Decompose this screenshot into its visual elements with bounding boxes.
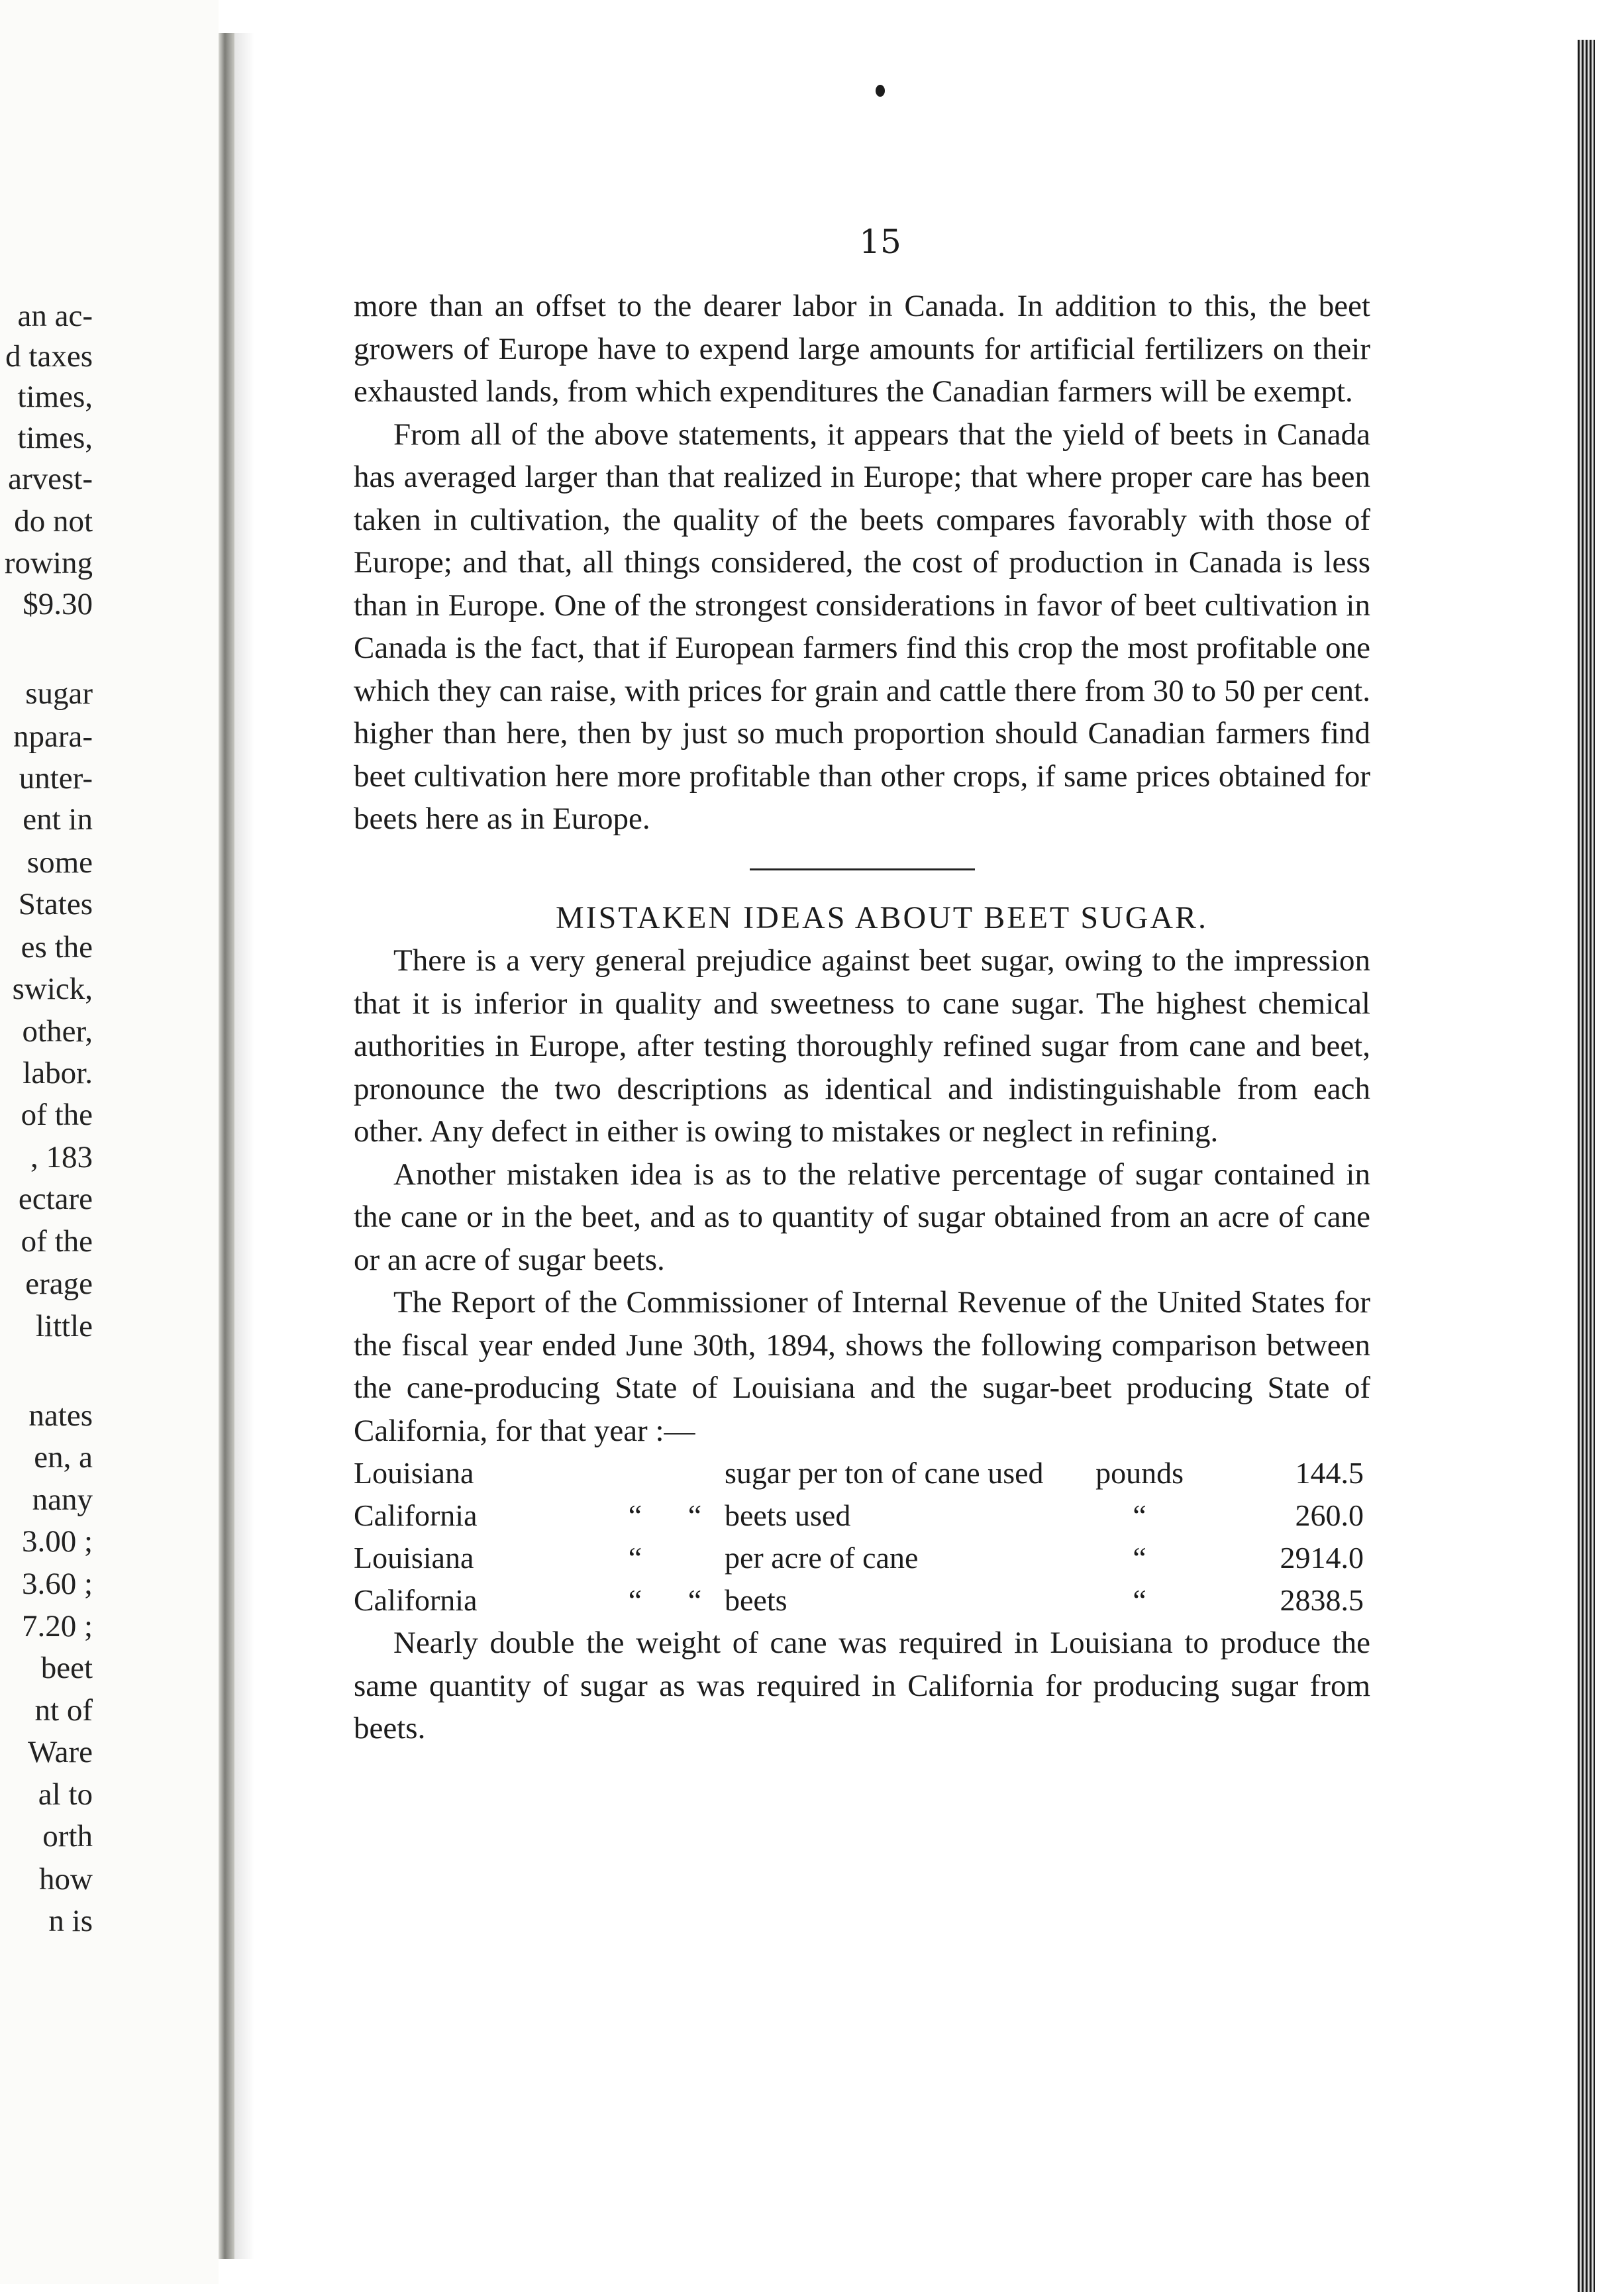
left-fragment: labor.	[23, 1056, 93, 1090]
left-fragment: rowing	[4, 546, 93, 580]
table-cell-unit: pounds	[1095, 1456, 1184, 1490]
page-content	[354, 285, 1370, 1750]
page-number: 15	[859, 223, 901, 261]
table-cell-ditto: “	[628, 1583, 642, 1617]
left-fragment: do not	[14, 504, 93, 539]
adjacent-page	[0, 0, 219, 2284]
table-cell-state: Louisiana	[354, 1456, 474, 1490]
left-fragment: times,	[17, 380, 93, 414]
table-cell-unit: “	[1133, 1541, 1146, 1575]
left-fragment: erage	[25, 1267, 93, 1301]
table-cell-measure: beets used	[725, 1498, 851, 1532]
table-row	[354, 1452, 1370, 1494]
table-cell-value: 144.5	[1295, 1456, 1364, 1490]
left-fragment: nt of	[34, 1693, 93, 1728]
left-fragment: 3.00 ;	[21, 1524, 93, 1559]
table-row	[354, 1537, 1370, 1579]
left-fragment: al to	[38, 1777, 93, 1812]
table-row	[354, 1494, 1370, 1537]
table-cell-ditto: “	[687, 1498, 702, 1532]
left-fragment: of the	[21, 1098, 93, 1132]
table-cell-ditto	[665, 1537, 725, 1579]
paragraph: There is a very general prejudice against beet sugar, owing to the impression that it is inferior in quality and sweetness to cane sugar. The highest chemical authorities in Europe, after testing thoroughly refined sugar from cane and beet, pronounce the two descriptions as identical and indistinguishable from each other. Any defect in either is owing to mistakes or neglect in refining.	[354, 943, 1370, 1149]
section-heading: MISTAKEN IDEAS ABOUT BEET SUGAR.	[555, 900, 1209, 935]
left-fragment: 3.60 ;	[21, 1567, 93, 1601]
section-divider	[750, 868, 975, 870]
paragraph: Another mistaken idea is as to the relative percentage of sugar contained in the cane or in the beet, and as to quantity of sugar obtained from an acre of cane or an acre of sugar beets.	[354, 1157, 1370, 1277]
left-fragment: npara-	[13, 719, 93, 754]
left-fragment: en, a	[34, 1440, 93, 1475]
sugar-comparison-table	[354, 1452, 1370, 1622]
left-fragment: nates	[28, 1398, 93, 1433]
paragraph: more than an offset to the dearer labor in Canada. In addition to this, the beet growers of Europe have to expend large amounts for artificial fertilizers on their exhausted lands, from which expenditures the Canadian farmers will be exempt.	[354, 289, 1370, 409]
table-cell-value: 2914.0	[1280, 1541, 1364, 1575]
table-cell-state: California	[354, 1583, 478, 1617]
left-fragment: some	[26, 845, 93, 880]
table-cell-state: Louisiana	[354, 1541, 474, 1575]
table-cell-unit: “	[1133, 1498, 1146, 1532]
left-fragment: arvest-	[8, 462, 93, 496]
table-cell-measure: beets	[725, 1583, 787, 1617]
table-cell-unit: “	[1133, 1583, 1146, 1617]
table-cell-value: 260.0	[1295, 1498, 1364, 1532]
left-fragment: ectare	[18, 1182, 93, 1216]
left-fragment: sugar	[25, 676, 93, 711]
table-cell-ditto: “	[628, 1498, 642, 1532]
left-fragment: n is	[48, 1904, 93, 1938]
paragraph: From all of the above statements, it appears that the yield of beets in Canada has averaged larger than that realized in Europe; that where proper care has been taken in cultivation, the quality of the beets compares favorably with those of Europe; and that, all things considered, the cost of production in Canada is less than in Europe. One of the strongest considerations in favor of beet cultivation in Canada is the fact, that if European farmers find this crop the most profitable one which they can raise, with prices for grain and cattle there from 30 to 50 per cent. higher than here, then by just so much proportion should Canadian farmers find beet cultivation here more profitable than other crops, if same prices obtained for beets here as in Europe.	[354, 417, 1370, 836]
left-fragment: how	[39, 1862, 93, 1897]
table-cell-state: California	[354, 1498, 478, 1532]
paragraph: Nearly double the weight of cane was required in Louisiana to produce the same quantity of sugar as was required in California for producing sugar from beets.	[354, 1626, 1370, 1745]
table-cell-ditto	[605, 1452, 665, 1494]
page	[254, 0, 1572, 2284]
left-fragment: d taxes	[5, 339, 93, 374]
left-fragment: , 183	[30, 1140, 93, 1174]
table-cell-ditto: “	[628, 1541, 642, 1575]
left-fragment: States	[18, 887, 93, 921]
ink-dot	[876, 85, 885, 97]
table-cell-measure: sugar per ton of cane used	[725, 1456, 1044, 1490]
book-binding	[219, 33, 234, 2259]
left-fragment: nany	[32, 1483, 93, 1517]
left-fragment: ent in	[23, 802, 93, 837]
left-fragment: times,	[17, 421, 93, 455]
left-fragment: little	[35, 1309, 93, 1343]
gutter-shadow	[234, 33, 254, 2259]
left-fragment: 7.20 ;	[21, 1609, 93, 1643]
table-row	[354, 1579, 1370, 1622]
left-fragment: es the	[21, 930, 93, 964]
table-cell-ditto: “	[687, 1583, 702, 1617]
paragraph: The Report of the Commissioner of Internal Revenue of the United States for the fiscal year ended June 30th, 1894, shows the following comparison between the cane-producing State of Louisiana and the sugar-beet producing State of California, for that year :—	[354, 1285, 1370, 1448]
left-fragment: $9.30	[23, 587, 93, 621]
left-fragment: swick,	[12, 972, 93, 1006]
left-fragment: other,	[22, 1014, 93, 1049]
left-fragment: an ac-	[17, 299, 93, 333]
page-edge-stack	[1578, 40, 1595, 2292]
table-cell-value: 2838.5	[1280, 1583, 1364, 1617]
left-fragment: beet	[40, 1651, 93, 1685]
table-cell-ditto	[665, 1452, 725, 1494]
left-fragment: orth	[42, 1819, 93, 1853]
left-fragment: Ware	[28, 1735, 93, 1769]
table-cell-measure: per acre of cane	[725, 1541, 919, 1575]
left-fragment: of the	[21, 1224, 93, 1259]
left-fragment: unter-	[19, 761, 93, 796]
